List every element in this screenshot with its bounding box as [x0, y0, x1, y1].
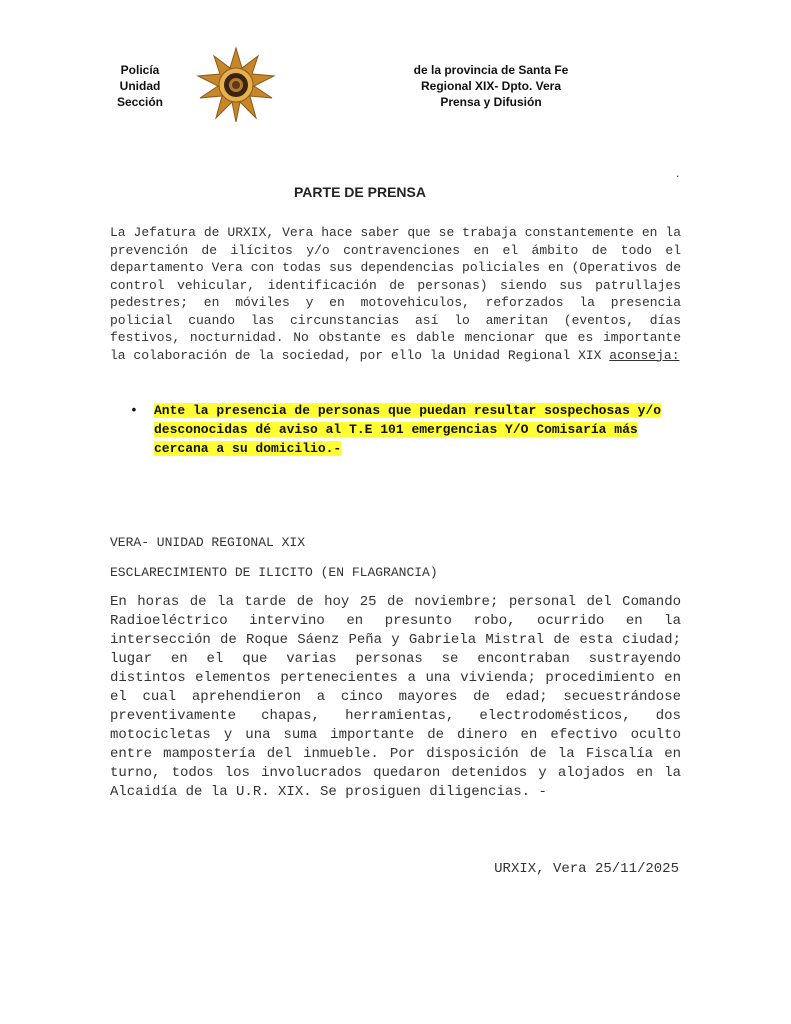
- signature: URXIX, Vera 25/11/2025: [494, 861, 679, 877]
- header-right-line-3: Prensa y Difusión: [440, 95, 542, 109]
- police-emblem-icon: [196, 46, 276, 124]
- intro-paragraph: [110, 224, 681, 364]
- bullet-text: Ante la presencia de personas que puedan resultar sospechosas y/o desconocidas dé aviso al T.E 101 emergencias Y/O Comisaría más cercana a su domicilio.-: [154, 403, 662, 456]
- header-right-line-2: Regional XIX- Dpto. Vera: [420, 79, 562, 93]
- bullet-symbol: •: [130, 403, 138, 418]
- header-left-line-3: Sección: [116, 95, 164, 109]
- section-unit: VERA- UNIDAD REGIONAL XIX: [110, 535, 306, 550]
- section-heading: ESCLARECIMIENTO DE ILICITO (EN FLAGRANCIA): [110, 565, 438, 580]
- dot-mark: .: [676, 166, 680, 180]
- header-left-line-1: Policía: [120, 63, 160, 77]
- header-left-line-2: Unidad: [119, 79, 161, 93]
- header-right: [396, 62, 586, 110]
- section-body: [110, 593, 681, 802]
- intro-text: La Jefatura de URXIX, Vera hace saber que se trabaja constantemente en la prevención de ilícitos y/o contravenciones en el ámbito de todo el departamento Vera con todas sus dependencias policiales en (Operativos de control vehicular, identificación de personas) siendo sus patrullajes pedestres; en móviles y en motovehiculos, reforzados la presencia policial cuando las circunstancias así lo ameritan (eventos, días festivos, nocturnidad. No obstante es dable mencionar que es importante la colaboración de la sociedad, por ello la Unidad Regional XIX: [110, 225, 681, 363]
- intro-underlined: aconseja:: [609, 347, 680, 363]
- section-body-text: En horas de la tarde de hoy 25 de noviembre; personal del Comando Radioeléctrico intervino en presunto robo, ocurrido en la intersección de Roque Sáenz Peña y Gabriela Mistral de esta ciudad; lugar en el que varias personas se encontraban sustrayendo distintos elementos pertenecientes a una vivienda; procedimiento en el cual aprehendieron a cinco mayores de edad; secuestrándose preventivamente chapas, herramientas, electrodomésticos, dos motocicletas y una suma importante de dinero en efectivo oculto entre mampostería del inmueble. Por disposición de la Fiscalía en turno, todos los involucrados quedaron detenidos y alojados en la Alcaidía de la U.R. XIX. Se prosiguen diligencias. -: [110, 594, 681, 800]
- page-title: PARTE DE PRENSA: [294, 184, 426, 200]
- alert-bullet: [130, 401, 684, 458]
- header-right-line-1: de la provincia de Santa Fe: [413, 63, 569, 77]
- header-left: [106, 62, 174, 110]
